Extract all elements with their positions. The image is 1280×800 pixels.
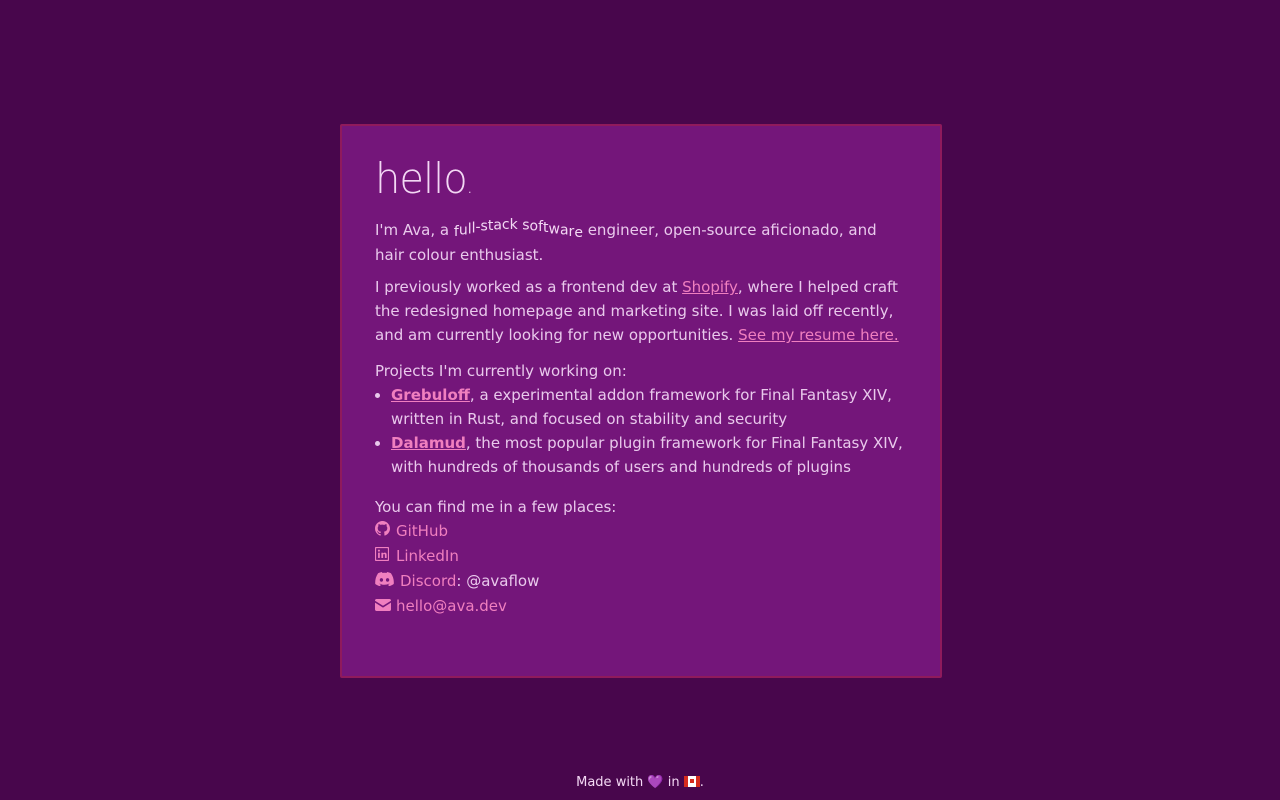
shopify-link[interactable]: Shopify [682, 278, 738, 296]
envelope-icon [375, 595, 391, 619]
linkedin-place [375, 544, 907, 569]
discord-icon [375, 570, 395, 594]
wavy-letter: a [493, 217, 502, 234]
dalamud-desc: , the most popular plugin framework for Final Fantasy XIV, with hundreds of thousands of users and hundreds of plugins [391, 434, 903, 476]
wavy-letter: u [458, 222, 468, 239]
hello-heading [375, 156, 907, 209]
wavy-letter: l [467, 221, 472, 238]
intro-card [340, 124, 942, 678]
intro-prefix: I'm Ava, a [375, 221, 454, 239]
work-paragraph [375, 275, 907, 347]
footer [0, 775, 1280, 790]
work-part2: , where I helped craft the redesigned homepage and marketing site. I was laid off recently, and am currently looking for new opportunities. [375, 278, 898, 344]
projects-title: Projects I'm currently working on: [375, 362, 627, 380]
discord-place [375, 569, 907, 594]
wavy-letter: - [475, 219, 481, 236]
discord-link[interactable]: Discord [400, 572, 457, 590]
canada-flag-icon [684, 776, 700, 787]
wavy-letter: s [522, 217, 530, 234]
footer-made-with: Made with [576, 775, 648, 790]
full-stack-software-wavy [453, 217, 583, 242]
email-link[interactable]: hello@ava.dev [396, 597, 507, 615]
resume-link[interactable]: See my resume here. [738, 326, 899, 344]
wavy-letter: e [574, 225, 583, 242]
list-item [391, 431, 907, 479]
dalamud-link[interactable]: Dalamud [391, 434, 466, 452]
linkedin-link[interactable]: LinkedIn [396, 547, 459, 565]
intro-suffix: engineer, open-source aficionado, and hair colour enthusiast. [375, 221, 877, 264]
wavy-letter: o [529, 218, 539, 235]
wavy-letter: t [487, 217, 494, 234]
wavy-letter: s [480, 218, 488, 235]
wavy-letter: c [501, 217, 510, 233]
github-link[interactable]: GitHub [396, 522, 448, 540]
list-item [391, 383, 907, 431]
heart-icon: 💜 [647, 775, 664, 790]
footer-end: . [699, 775, 704, 790]
github-place [375, 519, 907, 544]
discord-handle: : @avaflow [456, 572, 540, 590]
work-part1: I previously worked as a frontend dev at [375, 278, 683, 296]
grebuloff-desc: , a experimental addon framework for Final Fantasy XIV, written in Rust, and focused on stability and security [391, 386, 892, 428]
github-icon [375, 520, 391, 544]
hello-word: hello [375, 154, 467, 204]
projects-list [375, 383, 907, 479]
email-place [375, 594, 907, 619]
footer-in: in [663, 775, 684, 790]
wavy-letter: l [471, 220, 476, 237]
wavy-letter: k [509, 217, 518, 233]
wavy-letter: r [568, 223, 575, 240]
wavy-letter: w [548, 221, 560, 238]
hello-dot: . [466, 172, 473, 198]
linkedin-icon [375, 545, 391, 569]
wavy-letter: f [538, 219, 543, 236]
intro-paragraph [375, 218, 907, 267]
grebuloff-link[interactable]: Grebuloff [391, 386, 470, 404]
places-title: You can find me in a few places: [375, 498, 617, 516]
wavy-letter: a [559, 222, 569, 239]
wavy-letter: t [543, 220, 549, 237]
wavy-letter: f [453, 224, 459, 240]
